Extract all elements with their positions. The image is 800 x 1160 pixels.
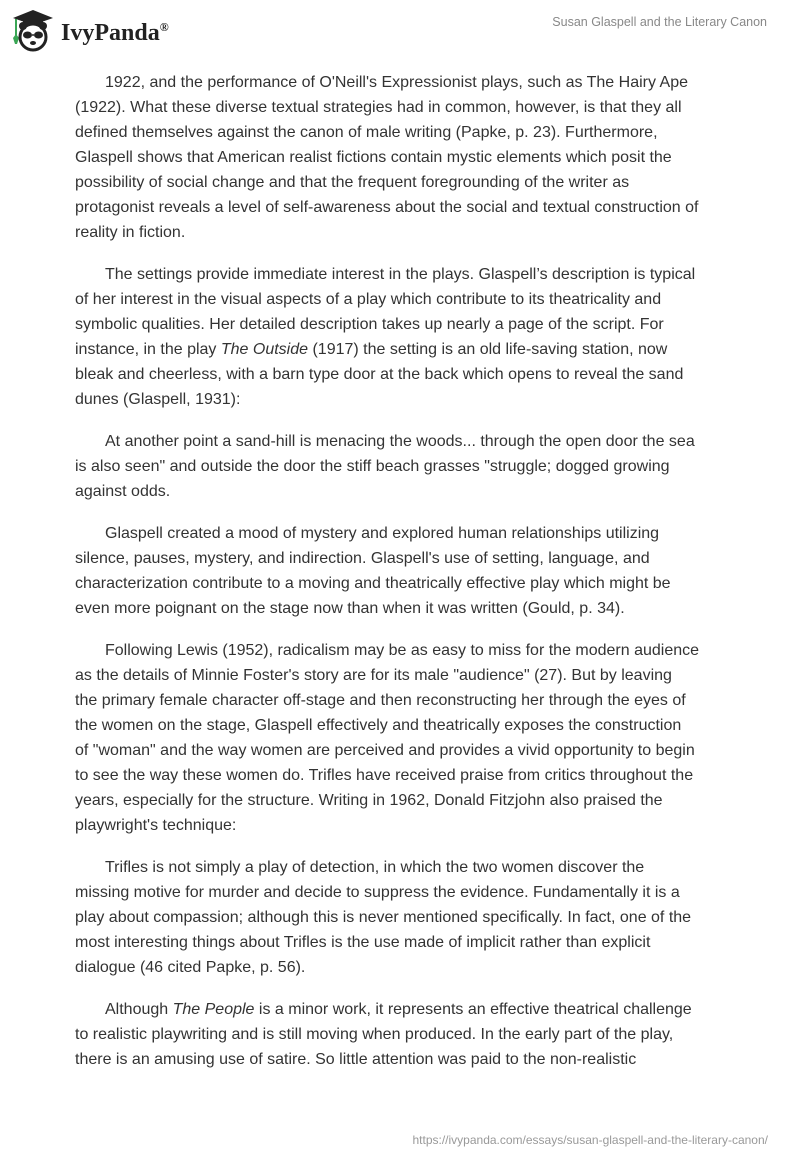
paragraph — [75, 521, 735, 621]
text-line: Trifles is not simply a play of detection, in which the two women discover the — [105, 859, 645, 876]
italic-title: The People — [172, 1001, 255, 1018]
paragraph — [75, 429, 735, 504]
text-line: to realistic playwriting and is still moving when produced. In the early part of the play, — [75, 1026, 674, 1043]
paragraph — [75, 638, 735, 838]
paragraph — [75, 262, 735, 412]
text-segment: is a minor work, it represents an effective theatrical challenge — [254, 1001, 692, 1018]
brand-text: IvyPanda — [61, 19, 160, 46]
text-line: Following Lewis (1952), radicalism may be as easy to miss for the modern audience — [105, 642, 700, 659]
text-line: dialogue (46 cited Papke, p. 56). — [75, 959, 306, 976]
text-line: At another point a sand-hill is menacing the woods... through the open door the sea — [105, 433, 695, 450]
text-line: Glaspell created a mood of mystery and explored human relationships utilizing — [105, 525, 660, 542]
text-line: (1922). What these diverse textual strategies had in common, however, is that they all — [75, 99, 682, 116]
paragraph — [75, 855, 735, 980]
text-line: of "woman" and the way women are perceived and provides a vivid opportunity to begin — [75, 742, 695, 759]
text-segment: (1917) the setting is an old life-saving station, now — [308, 341, 668, 358]
text-line: the women on the stage, Glaspell effectively and theatrically exposes the construction — [75, 717, 682, 734]
text-line: most interesting things about Trifles is the use made of implicit rather than explicit — [75, 934, 651, 951]
text-line: symbolic qualities. Her detailed description takes up nearly a page of the script. For — [75, 316, 664, 333]
text-line: Glaspell shows that American realist fictions contain mystic elements which posit the — [75, 149, 672, 166]
text-line: 1922, and the performance of O'Neill's Expressionist plays, such as The Hairy Ape — [105, 74, 688, 91]
text-line: protagonist reveals a level of self-awareness about the social and textual construction of — [75, 199, 699, 216]
text-line: even more poignant on the stage now than when it was written (Gould, p. 34). — [75, 600, 625, 617]
text-line: against odds. — [75, 483, 171, 500]
italic-title: The Outside — [220, 341, 309, 358]
text-line: The settings provide immediate interest in the plays. Glaspell’s description is typical — [105, 266, 696, 283]
text-line: reality in fiction. — [75, 224, 186, 241]
text-line: to see the way these women do. Trifles have received praise from critics throughout the — [75, 767, 694, 784]
text-line: bleak and cheerless, with a barn type door at the back which opens to reveal the sand — [75, 366, 684, 383]
text-line: playwright's technique: — [75, 817, 237, 834]
panda-graduate-icon — [12, 8, 54, 52]
text-line: missing motive for murder and decide to suppress the evidence. Fundamentally it is a — [75, 884, 680, 901]
text-segment: instance, in the play — [75, 341, 221, 358]
document-title: Susan Glaspell and the Literary Canon — [552, 15, 767, 29]
paragraph — [75, 70, 735, 245]
essay-body — [75, 70, 735, 1089]
text-line: is also seen" and outside the door the stiff beach grasses "struggle; dogged growing — [75, 458, 670, 475]
paragraph — [75, 997, 735, 1072]
text-line: defined themselves against the canon of male writing (Papke, p. 23). Furthermore, — [75, 124, 658, 141]
text-line: characterization contribute to a moving and theatrically effective play which might be — [75, 575, 671, 592]
text-line — [75, 337, 735, 362]
ivypanda-logo[interactable] — [12, 8, 169, 52]
text-line — [75, 997, 735, 1022]
text-line: as the details of Minnie Foster's story are for its male "audience" (27). But by leaving — [75, 667, 672, 684]
text-line: silence, pauses, mystery, and indirection. Glaspell's use of setting, language, and — [75, 550, 650, 567]
text-line: possibility of social change and that the frequent foregrounding of the writer as — [75, 174, 630, 191]
brand-name — [61, 20, 169, 47]
text-line: dunes (Glaspell, 1931): — [75, 391, 241, 408]
registered-mark: ® — [159, 19, 169, 34]
text-line: years, especially for the structure. Writing in 1962, Donald Fitzjohn also praised the — [75, 792, 663, 809]
text-line: there is an amusing use of satire. So little attention was paid to the non-realistic — [75, 1051, 637, 1068]
text-line: the primary female character off-stage and then reconstructing her through the eyes of — [75, 692, 686, 709]
text-segment: Although — [105, 1001, 173, 1018]
text-line: of her interest in the visual aspects of a play which contribute to its theatricality and — [75, 291, 662, 308]
footer-url[interactable]: https://ivypanda.com/essays/susan-glaspell-and-the-literary-canon/ — [412, 1133, 768, 1147]
text-line: play about compassion; although this is never mentioned specifically. In fact, one of the — [75, 909, 692, 926]
